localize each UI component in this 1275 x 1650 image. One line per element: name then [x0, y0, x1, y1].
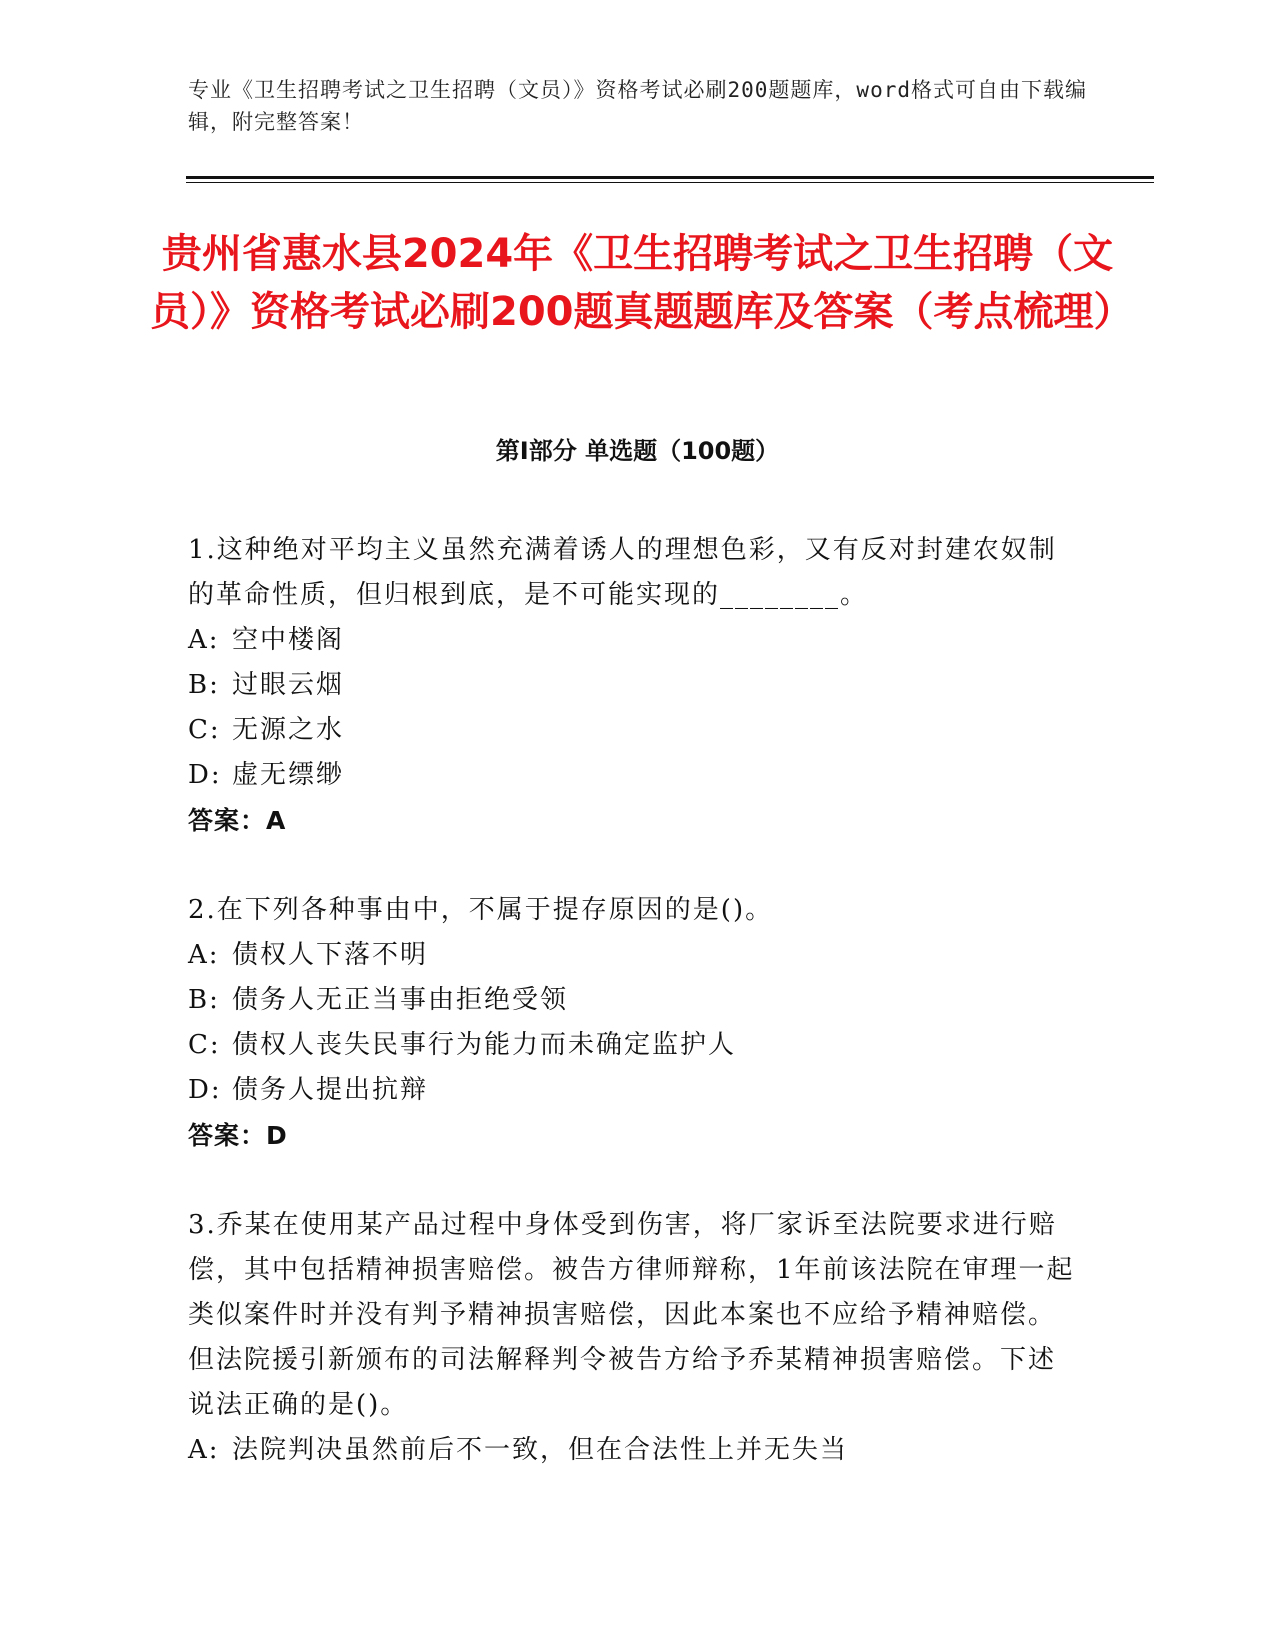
option-text: 债务人无正当事由拒绝受领: [232, 985, 569, 1015]
option-letter: A:: [188, 1435, 220, 1465]
option-text: 法院判决虽然前后不一致，但在合法性上并无失当: [232, 1435, 849, 1465]
option-d: [188, 753, 1083, 798]
section-heading: 第Ⅰ部分 单选题（100题）: [495, 437, 780, 465]
option-letter: D:: [188, 1075, 222, 1105]
option-text: 债权人下落不明: [232, 940, 429, 970]
option-a: [188, 1428, 1083, 1473]
option-text: 空中楼阁: [232, 625, 345, 655]
option-letter: A:: [188, 625, 220, 655]
option-c: [188, 1023, 1083, 1068]
intro-text: 专业《卫生招聘考试之卫生招聘（文员）》资格考试必刷200题题库，word格式可自由下载编辑，附完整答案！: [188, 78, 1087, 134]
option-letter: D:: [188, 760, 222, 790]
option-text: 过眼云烟: [232, 670, 345, 700]
option-letter: A:: [188, 940, 220, 970]
question-2: [188, 888, 1083, 1158]
option-letter: B:: [188, 670, 220, 700]
option-c: [188, 708, 1083, 753]
option-letter: B:: [188, 985, 220, 1015]
option-text: 虚无缥缈: [232, 760, 345, 790]
question-text: 1.这种绝对平均主义虽然充满着诱人的理想色彩，又有反对封建农奴制的革命性质，但归根到底，是不可能实现的________。: [188, 535, 1057, 610]
question-text: 3.乔某在使用某产品过程中身体受到伤害，将厂家诉至法院要求进行赔偿，其中包括精神损害赔偿。被告方律师辩称，1年前该法院在审理一起类似案件时并没有判予精神损害赔偿，因此本案也不应给予精神赔偿。但法院援引新颁布的司法解释判令被告方给予乔某精神损害赔偿。下述说法正确的是()。: [188, 1210, 1075, 1420]
answer-label: 答案：A: [188, 806, 287, 835]
option-b: [188, 663, 1083, 708]
question-list: [188, 528, 1083, 1518]
option-a: [188, 933, 1083, 978]
option-text: 无源之水: [232, 715, 345, 745]
option-text: 债务人提出抗辩: [232, 1075, 429, 1105]
option-letter: C:: [188, 1030, 221, 1060]
option-letter: C:: [188, 715, 221, 745]
header-divider-thin: [186, 182, 1154, 183]
option-d: [188, 1068, 1083, 1113]
document-title: 贵州省惠水县2024年《卫生招聘考试之卫生招聘（文员）》资格考试必刷200题真题题库及答案（考点梳理）: [150, 231, 1134, 335]
question-text: 2.在下列各种事由中，不属于提存原因的是()。: [188, 895, 774, 925]
question-3: [188, 1203, 1083, 1473]
question-1: [188, 528, 1083, 843]
answer-label: 答案：D: [188, 1121, 288, 1150]
option-text: 债权人丧失民事行为能力而未确定监护人: [232, 1030, 737, 1060]
header-divider-thick: [186, 176, 1154, 179]
option-a: [188, 618, 1083, 663]
option-b: [188, 978, 1083, 1023]
